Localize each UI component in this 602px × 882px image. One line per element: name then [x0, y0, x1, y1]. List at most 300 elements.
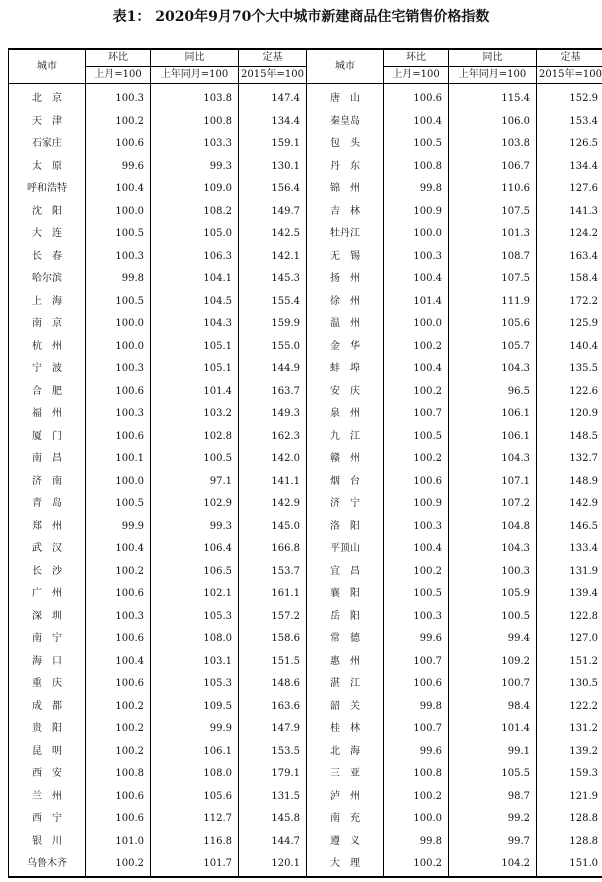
left-mom-cell: 100.6 [86, 133, 151, 156]
right-mom-cell: 100.7 [384, 403, 449, 426]
left-base-cell: 145.8 [239, 808, 307, 831]
right-yoy-cell: 101.4 [449, 718, 537, 741]
table-row [9, 493, 602, 516]
right-base-cell: 163.4 [537, 246, 602, 269]
table-row [9, 628, 602, 651]
left-base-cell: 142.0 [239, 448, 307, 471]
left-base-cell: 156.4 [239, 178, 307, 201]
right-yoy-cell: 105.6 [449, 313, 537, 336]
left-city-cell: 成 都 [9, 696, 86, 719]
table-row [9, 313, 602, 336]
left-mom-cell: 100.1 [86, 448, 151, 471]
left-yoy-cell: 97.1 [151, 471, 239, 494]
table-row [9, 673, 602, 696]
right-mom-cell: 99.6 [384, 741, 449, 764]
left-base-cell: 159.9 [239, 313, 307, 336]
left-yoy-cell: 116.8 [151, 831, 239, 854]
left-mom-cell: 100.2 [86, 696, 151, 719]
right-city-cell: 九 江 [307, 426, 384, 449]
right-city-cell: 惠 州 [307, 651, 384, 674]
right-yoy-cell: 99.1 [449, 741, 537, 764]
left-mom-cell: 100.4 [86, 178, 151, 201]
table-row [9, 561, 602, 584]
table-row [9, 358, 602, 381]
header-yoy-sub-left: 上年同月=100 [151, 67, 239, 84]
table-row [9, 853, 602, 877]
left-yoy-cell: 105.3 [151, 606, 239, 629]
right-city-cell: 北 海 [307, 741, 384, 764]
table-row [9, 696, 602, 719]
header-yoy-left: 同比 [151, 49, 239, 67]
left-base-cell: 163.7 [239, 381, 307, 404]
left-yoy-cell: 102.1 [151, 583, 239, 606]
right-yoy-cell: 107.5 [449, 201, 537, 224]
left-yoy-cell: 101.4 [151, 381, 239, 404]
left-base-cell: 147.4 [239, 84, 307, 111]
header-yoy-sub-right: 上年同月=100 [449, 67, 537, 84]
left-city-cell: 宁 波 [9, 358, 86, 381]
left-yoy-cell: 105.1 [151, 358, 239, 381]
right-base-cell: 122.8 [537, 606, 602, 629]
right-yoy-cell: 104.3 [449, 358, 537, 381]
right-city-cell: 济 宁 [307, 493, 384, 516]
right-mom-cell: 100.8 [384, 763, 449, 786]
left-yoy-cell: 103.3 [151, 133, 239, 156]
table-row [9, 718, 602, 741]
left-yoy-cell: 105.3 [151, 673, 239, 696]
left-city-cell: 青 岛 [9, 493, 86, 516]
left-mom-cell: 100.0 [86, 336, 151, 359]
right-city-cell: 洛 阳 [307, 516, 384, 539]
right-base-cell: 122.2 [537, 696, 602, 719]
right-base-cell: 153.4 [537, 111, 602, 134]
left-base-cell: 166.8 [239, 538, 307, 561]
right-base-cell: 172.2 [537, 291, 602, 314]
left-yoy-cell: 103.8 [151, 84, 239, 111]
left-mom-cell: 101.0 [86, 831, 151, 854]
table-body [9, 84, 602, 877]
left-yoy-cell: 99.3 [151, 156, 239, 179]
left-city-cell: 沈 阳 [9, 201, 86, 224]
left-mom-cell: 100.8 [86, 763, 151, 786]
left-base-cell: 148.6 [239, 673, 307, 696]
left-city-cell: 昆 明 [9, 741, 86, 764]
left-mom-cell: 100.6 [86, 583, 151, 606]
right-city-cell: 韶 关 [307, 696, 384, 719]
right-base-cell: 151.0 [537, 853, 602, 877]
right-mom-cell: 100.0 [384, 808, 449, 831]
left-mom-cell: 100.3 [86, 84, 151, 111]
left-city-cell: 厦 门 [9, 426, 86, 449]
right-city-cell: 丹 东 [307, 156, 384, 179]
left-city-cell: 南 京 [9, 313, 86, 336]
left-city-cell: 海 口 [9, 651, 86, 674]
right-mom-cell: 100.2 [384, 381, 449, 404]
right-yoy-cell: 106.1 [449, 403, 537, 426]
left-yoy-cell: 101.7 [151, 853, 239, 877]
table-row [9, 201, 602, 224]
right-yoy-cell: 104.3 [449, 538, 537, 561]
right-city-cell: 三 亚 [307, 763, 384, 786]
left-base-cell: 158.6 [239, 628, 307, 651]
header-yoy-right: 同比 [449, 49, 537, 67]
right-city-cell: 遵 义 [307, 831, 384, 854]
right-city-cell: 无 锡 [307, 246, 384, 269]
table-row [9, 808, 602, 831]
right-base-cell: 133.4 [537, 538, 602, 561]
right-city-cell: 宜 昌 [307, 561, 384, 584]
left-base-cell: 147.9 [239, 718, 307, 741]
header-city-left: 城市 [9, 49, 86, 84]
right-mom-cell: 100.7 [384, 718, 449, 741]
right-yoy-cell: 103.8 [449, 133, 537, 156]
left-mom-cell: 99.6 [86, 156, 151, 179]
right-base-cell: 135.5 [537, 358, 602, 381]
right-yoy-cell: 106.0 [449, 111, 537, 134]
right-mom-cell: 99.8 [384, 696, 449, 719]
right-city-cell: 秦皇岛 [307, 111, 384, 134]
left-city-cell: 济 南 [9, 471, 86, 494]
right-base-cell: 127.0 [537, 628, 602, 651]
table-title: 表1： 2020年9月70个大中城市新建商品住宅销售价格指数 [112, 9, 490, 25]
table-row [9, 156, 602, 179]
header-base-sub-left: 2015年=100 [239, 67, 307, 84]
left-base-cell: 131.5 [239, 786, 307, 809]
table-row [9, 516, 602, 539]
left-mom-cell: 100.0 [86, 313, 151, 336]
left-yoy-cell: 109.5 [151, 696, 239, 719]
right-yoy-cell: 96.5 [449, 381, 537, 404]
right-base-cell: 131.9 [537, 561, 602, 584]
left-base-cell: 157.2 [239, 606, 307, 629]
right-city-cell: 包 头 [307, 133, 384, 156]
right-city-cell: 安 庆 [307, 381, 384, 404]
right-yoy-cell: 115.4 [449, 84, 537, 111]
left-base-cell: 162.3 [239, 426, 307, 449]
table-row [9, 268, 602, 291]
left-city-cell: 哈尔滨 [9, 268, 86, 291]
left-city-cell: 天 津 [9, 111, 86, 134]
left-mom-cell: 100.3 [86, 358, 151, 381]
left-city-cell: 西 宁 [9, 808, 86, 831]
left-base-cell: 144.7 [239, 831, 307, 854]
left-city-cell: 银 川 [9, 831, 86, 854]
table-row [9, 583, 602, 606]
table-row [9, 111, 602, 134]
right-yoy-cell: 111.9 [449, 291, 537, 314]
right-yoy-cell: 105.9 [449, 583, 537, 606]
header-mom-right: 环比 [384, 49, 449, 67]
right-mom-cell: 99.6 [384, 628, 449, 651]
right-city-cell: 唐 山 [307, 84, 384, 111]
table-row [9, 651, 602, 674]
left-yoy-cell: 102.8 [151, 426, 239, 449]
left-city-cell: 南 昌 [9, 448, 86, 471]
right-yoy-cell: 110.6 [449, 178, 537, 201]
left-yoy-cell: 106.1 [151, 741, 239, 764]
table-row [9, 426, 602, 449]
left-city-cell: 长 沙 [9, 561, 86, 584]
left-mom-cell: 100.3 [86, 606, 151, 629]
right-base-cell: 131.2 [537, 718, 602, 741]
right-yoy-cell: 98.4 [449, 696, 537, 719]
left-mom-cell: 100.4 [86, 538, 151, 561]
right-yoy-cell: 100.7 [449, 673, 537, 696]
left-base-cell: 153.5 [239, 741, 307, 764]
left-yoy-cell: 112.7 [151, 808, 239, 831]
right-city-cell: 扬 州 [307, 268, 384, 291]
right-base-cell: 128.8 [537, 831, 602, 854]
right-mom-cell: 100.2 [384, 336, 449, 359]
right-city-cell: 徐 州 [307, 291, 384, 314]
right-yoy-cell: 107.2 [449, 493, 537, 516]
left-mom-cell: 100.2 [86, 111, 151, 134]
right-mom-cell: 101.4 [384, 291, 449, 314]
left-mom-cell: 100.6 [86, 808, 151, 831]
right-base-cell: 132.7 [537, 448, 602, 471]
table-row [9, 471, 602, 494]
left-mom-cell: 100.6 [86, 426, 151, 449]
left-base-cell: 144.9 [239, 358, 307, 381]
right-mom-cell: 99.8 [384, 178, 449, 201]
header-mom-sub-left: 上月=100 [86, 67, 151, 84]
table-row [9, 178, 602, 201]
header-base-right: 定基 [537, 49, 602, 67]
left-city-cell: 乌鲁木齐 [9, 853, 86, 877]
right-mom-cell: 100.3 [384, 516, 449, 539]
right-mom-cell: 100.2 [384, 786, 449, 809]
right-city-cell: 烟 台 [307, 471, 384, 494]
left-yoy-cell: 106.4 [151, 538, 239, 561]
right-base-cell: 134.4 [537, 156, 602, 179]
left-base-cell: 142.1 [239, 246, 307, 269]
left-mom-cell: 100.0 [86, 471, 151, 494]
right-yoy-cell: 104.2 [449, 853, 537, 877]
left-city-cell: 贵 阳 [9, 718, 86, 741]
right-mom-cell: 100.2 [384, 561, 449, 584]
right-mom-cell: 100.9 [384, 201, 449, 224]
left-city-cell: 武 汉 [9, 538, 86, 561]
right-mom-cell: 100.4 [384, 538, 449, 561]
left-city-cell: 重 庆 [9, 673, 86, 696]
right-mom-cell: 99.8 [384, 831, 449, 854]
header-row-2 [9, 67, 602, 84]
left-city-cell: 长 春 [9, 246, 86, 269]
right-city-cell: 金 华 [307, 336, 384, 359]
left-mom-cell: 100.6 [86, 381, 151, 404]
right-city-cell: 吉 林 [307, 201, 384, 224]
right-base-cell: 152.9 [537, 84, 602, 111]
header-city-right: 城市 [307, 49, 384, 84]
right-city-cell: 常 德 [307, 628, 384, 651]
right-mom-cell: 100.6 [384, 471, 449, 494]
left-city-cell: 呼和浩特 [9, 178, 86, 201]
left-yoy-cell: 108.0 [151, 628, 239, 651]
right-base-cell: 148.5 [537, 426, 602, 449]
left-yoy-cell: 103.1 [151, 651, 239, 674]
right-city-cell: 平顶山 [307, 538, 384, 561]
right-mom-cell: 100.9 [384, 493, 449, 516]
left-mom-cell: 100.3 [86, 246, 151, 269]
right-base-cell: 148.9 [537, 471, 602, 494]
right-base-cell: 140.4 [537, 336, 602, 359]
right-city-cell: 湛 江 [307, 673, 384, 696]
left-city-cell: 北 京 [9, 84, 86, 111]
left-mom-cell: 100.5 [86, 223, 151, 246]
table-row [9, 84, 602, 111]
left-base-cell: 151.5 [239, 651, 307, 674]
right-mom-cell: 100.5 [384, 133, 449, 156]
table-row [9, 831, 602, 854]
right-yoy-cell: 105.7 [449, 336, 537, 359]
left-base-cell: 142.5 [239, 223, 307, 246]
left-yoy-cell: 106.5 [151, 561, 239, 584]
left-yoy-cell: 106.3 [151, 246, 239, 269]
right-yoy-cell: 106.7 [449, 156, 537, 179]
right-mom-cell: 100.2 [384, 448, 449, 471]
right-mom-cell: 100.4 [384, 358, 449, 381]
right-yoy-cell: 100.3 [449, 561, 537, 584]
right-yoy-cell: 104.3 [449, 448, 537, 471]
right-yoy-cell: 108.7 [449, 246, 537, 269]
left-yoy-cell: 100.5 [151, 448, 239, 471]
right-yoy-cell: 107.1 [449, 471, 537, 494]
table-row [9, 786, 602, 809]
right-base-cell: 141.3 [537, 201, 602, 224]
right-base-cell: 126.5 [537, 133, 602, 156]
right-yoy-cell: 99.4 [449, 628, 537, 651]
left-mom-cell: 100.2 [86, 741, 151, 764]
right-base-cell: 142.9 [537, 493, 602, 516]
right-yoy-cell: 107.5 [449, 268, 537, 291]
right-mom-cell: 100.8 [384, 156, 449, 179]
right-yoy-cell: 105.5 [449, 763, 537, 786]
table-row [9, 336, 602, 359]
left-base-cell: 179.1 [239, 763, 307, 786]
right-base-cell: 125.9 [537, 313, 602, 336]
header-base-sub-right: 2015年=100 [537, 67, 602, 84]
right-city-cell: 桂 林 [307, 718, 384, 741]
left-base-cell: 159.1 [239, 133, 307, 156]
left-city-cell: 杭 州 [9, 336, 86, 359]
table-row [9, 291, 602, 314]
left-yoy-cell: 108.0 [151, 763, 239, 786]
right-base-cell: 120.9 [537, 403, 602, 426]
right-base-cell: 127.6 [537, 178, 602, 201]
left-mom-cell: 100.2 [86, 561, 151, 584]
table-row [9, 538, 602, 561]
left-yoy-cell: 104.1 [151, 268, 239, 291]
table-row [9, 246, 602, 269]
left-city-cell: 深 圳 [9, 606, 86, 629]
left-yoy-cell: 99.3 [151, 516, 239, 539]
left-base-cell: 155.4 [239, 291, 307, 314]
right-city-cell: 南 充 [307, 808, 384, 831]
price-index-table [8, 48, 602, 878]
left-city-cell: 西 安 [9, 763, 86, 786]
right-mom-cell: 100.5 [384, 426, 449, 449]
left-base-cell: 120.1 [239, 853, 307, 877]
left-base-cell: 149.7 [239, 201, 307, 224]
left-mom-cell: 100.6 [86, 628, 151, 651]
header-row-1 [9, 49, 602, 67]
right-base-cell: 151.2 [537, 651, 602, 674]
header-mom-left: 环比 [86, 49, 151, 67]
table-row [9, 403, 602, 426]
right-city-cell: 泸 州 [307, 786, 384, 809]
right-mom-cell: 100.6 [384, 673, 449, 696]
right-yoy-cell: 109.2 [449, 651, 537, 674]
left-mom-cell: 100.5 [86, 291, 151, 314]
right-base-cell: 122.6 [537, 381, 602, 404]
left-base-cell: 145.3 [239, 268, 307, 291]
right-mom-cell: 100.4 [384, 111, 449, 134]
left-base-cell: 161.1 [239, 583, 307, 606]
left-city-cell: 南 宁 [9, 628, 86, 651]
left-mom-cell: 100.5 [86, 493, 151, 516]
right-city-cell: 泉 州 [307, 403, 384, 426]
left-base-cell: 153.7 [239, 561, 307, 584]
left-yoy-cell: 99.9 [151, 718, 239, 741]
right-mom-cell: 100.3 [384, 246, 449, 269]
left-mom-cell: 99.8 [86, 268, 151, 291]
table-row [9, 223, 602, 246]
left-yoy-cell: 104.3 [151, 313, 239, 336]
left-yoy-cell: 108.2 [151, 201, 239, 224]
right-mom-cell: 100.0 [384, 313, 449, 336]
left-base-cell: 134.4 [239, 111, 307, 134]
left-yoy-cell: 105.6 [151, 786, 239, 809]
left-yoy-cell: 103.2 [151, 403, 239, 426]
left-base-cell: 163.6 [239, 696, 307, 719]
right-city-cell: 锦 州 [307, 178, 384, 201]
right-city-cell: 温 州 [307, 313, 384, 336]
right-city-cell: 蚌 埠 [307, 358, 384, 381]
right-mom-cell: 100.6 [384, 84, 449, 111]
right-yoy-cell: 99.7 [449, 831, 537, 854]
left-yoy-cell: 100.8 [151, 111, 239, 134]
right-city-cell: 襄 阳 [307, 583, 384, 606]
left-city-cell: 合 肥 [9, 381, 86, 404]
right-mom-cell: 100.2 [384, 853, 449, 877]
left-mom-cell: 100.2 [86, 853, 151, 877]
left-mom-cell: 100.6 [86, 786, 151, 809]
left-base-cell: 149.3 [239, 403, 307, 426]
left-mom-cell: 100.3 [86, 403, 151, 426]
right-base-cell: 124.2 [537, 223, 602, 246]
right-mom-cell: 100.3 [384, 606, 449, 629]
right-city-cell: 牡丹江 [307, 223, 384, 246]
right-mom-cell: 100.0 [384, 223, 449, 246]
left-mom-cell: 100.4 [86, 651, 151, 674]
left-city-cell: 太 原 [9, 156, 86, 179]
left-city-cell: 上 海 [9, 291, 86, 314]
left-base-cell: 130.1 [239, 156, 307, 179]
left-mom-cell: 99.9 [86, 516, 151, 539]
left-base-cell: 141.1 [239, 471, 307, 494]
left-yoy-cell: 104.5 [151, 291, 239, 314]
right-mom-cell: 100.4 [384, 268, 449, 291]
right-city-cell: 大 理 [307, 853, 384, 877]
table-row [9, 763, 602, 786]
left-mom-cell: 100.6 [86, 673, 151, 696]
right-base-cell: 139.4 [537, 583, 602, 606]
table-row [9, 381, 602, 404]
right-yoy-cell: 100.5 [449, 606, 537, 629]
right-yoy-cell: 106.1 [449, 426, 537, 449]
right-base-cell: 146.5 [537, 516, 602, 539]
right-yoy-cell: 104.8 [449, 516, 537, 539]
